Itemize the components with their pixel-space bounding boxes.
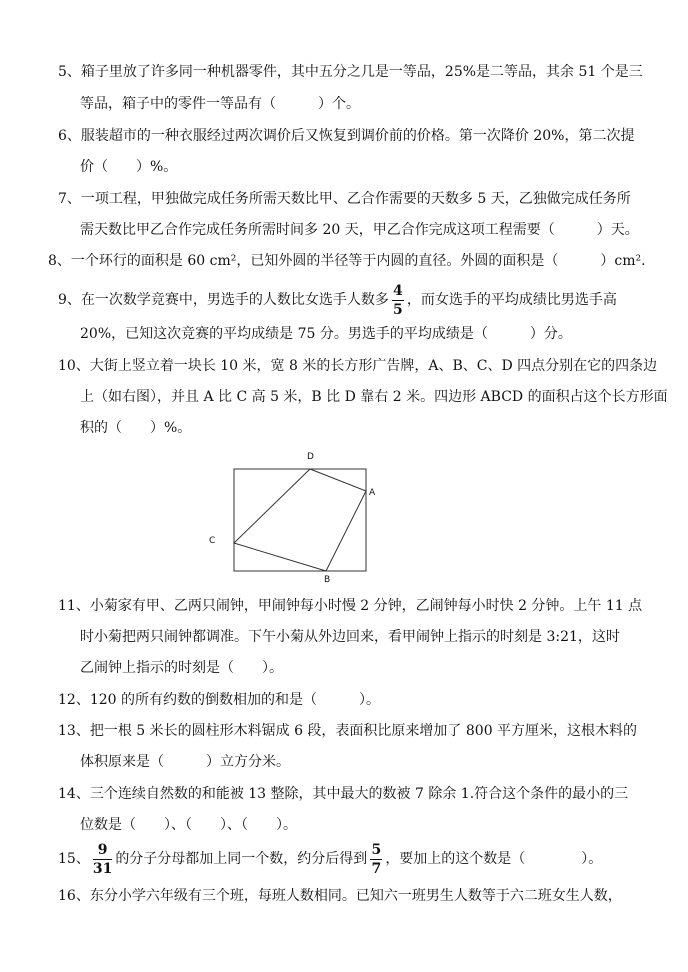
quadrilateral-abcd	[234, 469, 366, 571]
question-13: 13、把一根 5 米长的圆柱形木料锯成 6 段，表面积比原来增加了 800 平方厘米，这根木料的	[58, 723, 638, 739]
question-9-cont: 20%，已知这次竞赛的平均成绩是 75 分。男选手的平均成绩是（ ）分。	[80, 326, 572, 342]
label-d: D	[307, 452, 314, 462]
label-c: C	[209, 536, 216, 546]
question-14: 14、三个连续自然数的和能被 13 整除，其中最大的数被 7 除余 1.符合这个条件的最小的三	[58, 786, 629, 802]
question-11-cont-1: 时小菊把两只闹钟都调准。下午小菊从外边回来，看甲闹钟上指示的时刻是 3:21，这时	[80, 629, 620, 645]
question-7-cont: 需天数比甲乙合作完成任务所需时间多 20 天，甲乙合作完成这项工程需要（ ）天。	[80, 222, 639, 238]
question-6-cont: 价（ ）%。	[80, 159, 178, 175]
label-b: B	[324, 575, 331, 585]
fraction-5-7: $\frac{5}{7}$	[371, 841, 382, 877]
question-10: 10、大街上竖立着一块长 10 米，宽 8 米的长方形广告牌，A、B、C、D 四点分别在它的四条边	[58, 358, 658, 374]
question-15: 15、 $\frac{9}{31}$ 的分子分母都加上同一个数，约分后得到 $\frac{5}{7}$ ，要加上的这个数是（ ）。	[58, 841, 603, 877]
question-10-cont-2: 积的（ ）%。	[80, 420, 192, 436]
question-11: 11、小菊家有甲、乙两只闹钟，甲闹钟每小时慢 2 分钟，乙闹钟每小时快 2 分钟。上午 11 点	[58, 598, 643, 614]
question-8: 8、一个环行的面积是 60 cm²，已知外圆的半径等于内圆的直径。外圆的面积是（ ）cm².	[48, 253, 646, 269]
label-a: A	[369, 488, 376, 498]
question-7: 7、一项工程，甲独做完成任务所需天数比甲、乙合作需要的天数多 5 天，乙独做完成任务所	[58, 191, 631, 207]
quadrilateral-figure	[200, 445, 400, 585]
question-10-cont-1: 上（如右图），并且 A 比 C 高 5 米，B 比 D 靠右 2 米。四边形 ABCD 的面积占这个长方形面	[80, 389, 668, 405]
question-14-cont: 位数是（ ）、（ ）、（ ）。	[80, 817, 297, 833]
fraction-9-31: $\frac{9}{31}$	[92, 841, 113, 877]
question-9: 9、在一次数学竞赛中，男选手的人数比女选手人数多 $\frac{4}{5}$ ，而女选手的平均成绩比男选手高	[58, 282, 617, 318]
question-5-cont: 等品，箱子中的零件一等品有（ ）个。	[80, 96, 360, 112]
question-5: 5、箱子里放了许多同一种机器零件，其中五分之几是一等品，25%是二等品，其余 51 个是三	[58, 64, 643, 80]
question-6: 6、服装超市的一种衣服经过两次调价后又恢复到调价前的价格。第一次降价 20%，第二次提	[58, 128, 635, 144]
question-11-cont-2: 乙闹钟上指示的时刻是（ ）。	[80, 660, 283, 676]
question-16: 16、东分小学六年级有三个班，每班人数相同。已知六一班男生人数等于六二班女生人数，	[58, 888, 622, 904]
question-12: 12、120 的所有约数的倒数相加的和是（ ）。	[58, 692, 380, 708]
question-13-cont: 体积原来是（ ）立方分米。	[80, 754, 290, 770]
fraction-4-5: $\frac{4}{5}$	[393, 282, 403, 318]
rectangle-billboard	[234, 469, 366, 571]
